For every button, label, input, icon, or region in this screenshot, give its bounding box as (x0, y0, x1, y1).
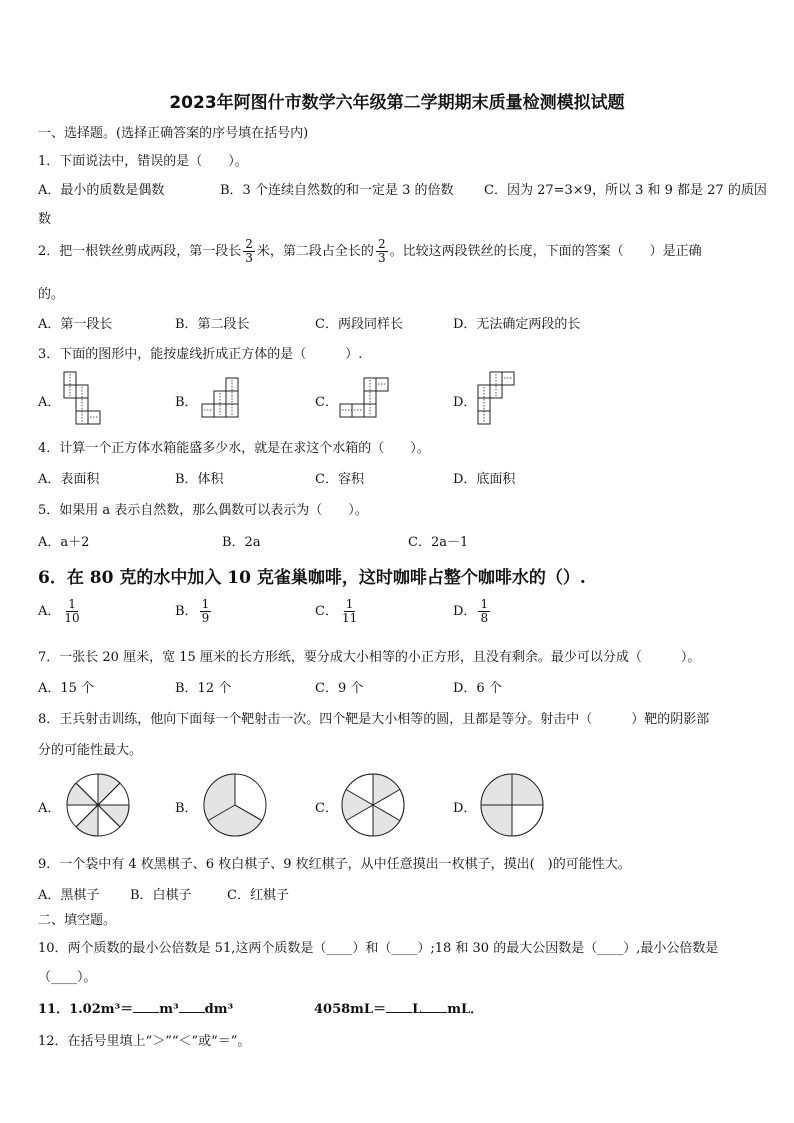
q2-frac2-den: 3 (377, 251, 386, 265)
q6-option-d (453, 598, 492, 625)
q2-frac2-num: 2 (377, 237, 386, 251)
q8-target-c (340, 772, 406, 838)
q6-option-b-label: B． (175, 604, 198, 619)
q2-text-1: 2．把一根铁丝剪成两段，第一段长 (38, 244, 242, 259)
q9-option-a: A．黑棋子 (38, 888, 100, 903)
q2-option-c: C．两段同样长 (315, 317, 403, 332)
q2-option-a: A．第一段长 (38, 317, 113, 332)
q6-option-c-fraction (340, 598, 359, 625)
q4-option-c: C．容积 (315, 472, 364, 487)
q7-stem: 7．一张长 20 厘米，宽 15 厘米的长方形纸，要分成大小相等的小正方形，且没有剩余。最少可以分成（ ）。 (38, 650, 701, 665)
q5-option-a: A．a＋2 (38, 535, 90, 550)
q10-line-1: 10．两个质数的最小公倍数是 51,这两个质数是（____）和（____）;18 和 30 的最大公因数是（____）,最小公倍数是 (38, 941, 719, 956)
q11-line-b (314, 998, 483, 1017)
q6-b-den: 9 (201, 611, 210, 625)
q5-option-b: B．2a (222, 535, 261, 550)
q11-unit-2: dm³ (204, 1002, 234, 1017)
q11-blank-4 (421, 1000, 447, 1013)
q6-d-num: 1 (480, 597, 489, 611)
q7-option-c: C．9 个 (315, 681, 364, 696)
q2-stem-cont: 的。 (38, 287, 65, 302)
section-heading-choice: 一、选择题。(选择正确答案的序号填在括号内) (38, 126, 309, 141)
q6-stem: 6．在 80 克的水中加入 10 克雀巢咖啡，这时咖啡占整个咖啡水的（）. (38, 568, 586, 588)
q2-stem (38, 236, 702, 268)
q11-unit-1: m³ (159, 1002, 179, 1017)
q8-stem-cont: 分的可能性最大。 (38, 743, 143, 758)
q3-net-b-figure (200, 376, 244, 420)
q6-a-num: 1 (68, 597, 76, 611)
q8-target-d (479, 772, 545, 838)
q2-text-2: 米，第二段占全长的 (256, 244, 374, 259)
q3-option-c: C． (315, 395, 338, 410)
q8-stem: 8．王兵射击训练，他向下面每一个靶射击一次。四个靶是大小相等的圆，且都是等分。射击中（ ）靶的阴影部 (38, 712, 710, 727)
q11-label: 11． (38, 1002, 70, 1017)
q6-option-c (315, 598, 361, 625)
q1-option-c-cont: 数 (38, 212, 52, 227)
q6-option-b-fraction (200, 598, 212, 625)
q4-option-a: A．表面积 (38, 472, 100, 487)
q6-option-a (38, 598, 84, 625)
q6-option-c-label: C． (315, 604, 338, 619)
q8-option-d: D． (453, 801, 477, 816)
q6-option-a-fraction (62, 598, 81, 625)
q6-option-d-fraction (478, 598, 490, 625)
q4-stem: 4．计算一个正方体水箱能盛多少水，就是在求这个水箱的（ ）。 (38, 441, 430, 456)
q5-option-c: C．2a－1 (408, 535, 469, 550)
q8-option-b: B． (175, 801, 198, 816)
q3-net-a-figure (62, 370, 102, 426)
q3-net-d-figure (476, 370, 518, 426)
q3-stem: 3．下面的图形中，能按虚线折成正方体的是（ ）. (38, 347, 363, 362)
q8-option-a: A． (38, 801, 61, 816)
q11-blank-2 (179, 1000, 205, 1013)
q3-net-c-figure (338, 376, 394, 420)
q8-target-a (65, 772, 131, 838)
q2-option-b: B．第二段长 (175, 317, 250, 332)
q2-frac1-num: 2 (245, 237, 253, 251)
q1-option-b: B．3 个连续自然数的和一定是 3 的倍数 (220, 183, 454, 198)
q2-fraction-1 (243, 238, 255, 265)
q11-expr-2: 4058mL＝ (314, 1002, 387, 1017)
q10-line-2: （____）。 (38, 970, 97, 985)
q1-stem: 1．下面说法中，错误的是（ ）。 (38, 154, 248, 169)
q11-line (38, 998, 233, 1017)
q6-option-a-label: A． (38, 604, 61, 619)
q11-unit-4: mL． (447, 1002, 484, 1017)
q9-option-c: C．红棋子 (227, 888, 289, 903)
q3-option-b: B． (175, 395, 198, 410)
q12-stem: 12．在括号里填上“＞”“＜”或“＝”。 (38, 1034, 251, 1049)
page-title: 2023年阿图什市数学六年级第二学期期末质量检测模拟试题 (169, 93, 625, 113)
q6-option-d-label: D． (453, 604, 477, 619)
q6-c-den: 11 (341, 611, 358, 625)
q1-option-c: C．因为 27=3×9，所以 3 和 9 都是 27 的质因 (484, 183, 767, 198)
q6-a-den: 10 (64, 611, 80, 625)
section-heading-fill: 二、填空题。 (38, 913, 117, 928)
q7-option-a: A．15 个 (38, 681, 95, 696)
q1-option-a: A．最小的质数是偶数 (38, 183, 165, 198)
q5-stem: 5．如果用 a 表示自然数，那么偶数可以表示为（ ）。 (38, 503, 368, 518)
q11-blank-1 (133, 1000, 159, 1013)
q6-d-den: 8 (480, 611, 489, 625)
q6-c-num: 1 (345, 597, 354, 611)
q8-option-c: C． (315, 801, 338, 816)
q11-unit-3: L (412, 1002, 422, 1017)
q6-option-b (175, 598, 213, 625)
q6-b-num: 1 (201, 597, 210, 611)
q2-option-d: D．无法确定两段的长 (453, 317, 581, 332)
q3-option-a: A． (38, 395, 61, 410)
q2-text-3: 。比较这两段铁丝的长度，下面的答案（ ）是正确 (389, 244, 702, 259)
q2-frac1-den: 3 (245, 251, 253, 265)
q4-option-b: B．体积 (175, 472, 224, 487)
q9-option-b: B．白棋子 (130, 888, 192, 903)
q8-target-b (202, 772, 268, 838)
q3-option-d: D． (453, 395, 477, 410)
q11-expr-1: 1.02m³＝ (69, 1002, 134, 1017)
q9-stem: 9．一个袋中有 4 枚黑棋子、6 枚白棋子、9 枚红棋子，从中任意摸出一枚棋子，摸出( )的可能性大。 (38, 857, 631, 872)
q4-option-d: D．底面积 (453, 472, 516, 487)
q2-fraction-2 (376, 238, 388, 265)
q11-blank-3 (386, 1000, 412, 1013)
q7-option-d: D．6 个 (453, 681, 502, 696)
q7-option-b: B．12 个 (175, 681, 232, 696)
